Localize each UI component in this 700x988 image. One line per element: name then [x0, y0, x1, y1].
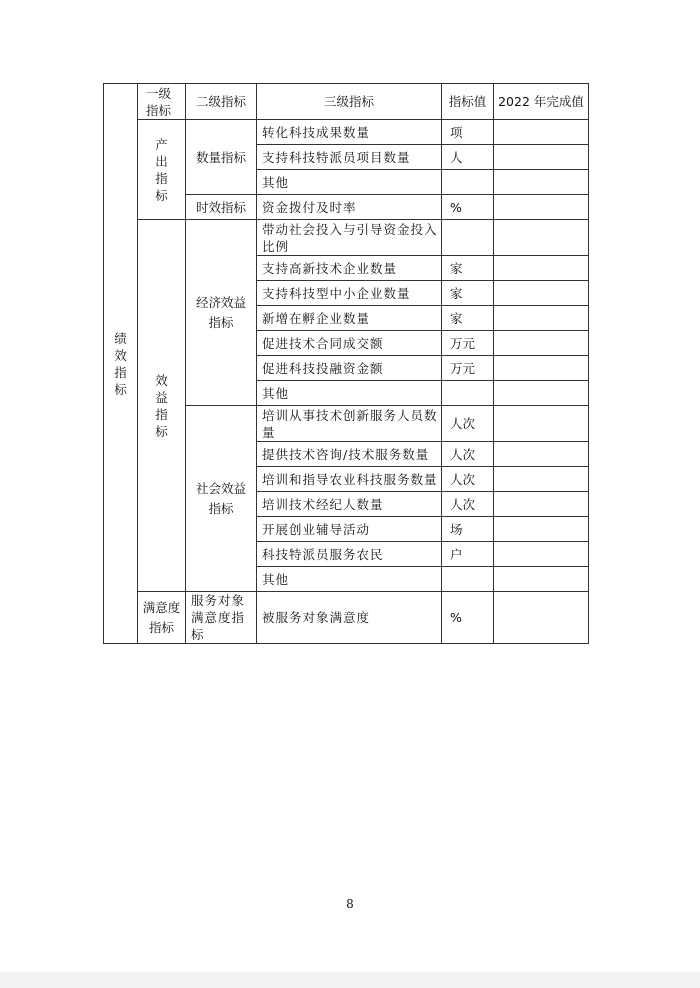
indicator-unit: 项 [442, 120, 494, 145]
completed-cell [494, 306, 589, 331]
header-level2: 二级指标 [186, 84, 257, 120]
indicator-name: 促进技术合同成交额 [257, 331, 442, 356]
service-satisfaction-label: 服务对象 满意度指 标 [186, 592, 257, 644]
indicator-name: 其他 [257, 170, 442, 195]
completed-cell [494, 517, 589, 542]
completed-cell [494, 467, 589, 492]
indicator-name: 培训和指导农业科技服务数量 [257, 467, 442, 492]
header-level1: 一级 指标 [138, 84, 186, 120]
header-completed: 2022 年完成值 [494, 84, 589, 120]
indicator-unit [442, 381, 494, 406]
indicator-name: 带动社会投入与引导资金投入比例 [257, 220, 442, 256]
indicator-name: 提供技术咨询/技术服务数量 [257, 442, 442, 467]
completed-cell [494, 331, 589, 356]
indicator-unit: 户 [442, 542, 494, 567]
indicator-unit: 人次 [442, 442, 494, 467]
table-row [104, 220, 589, 256]
economic-benefit-label: 经济效益 指标 [186, 220, 257, 406]
indicator-unit: 家 [442, 281, 494, 306]
social-benefit-label: 社会效益 指标 [186, 406, 257, 592]
performance-indicator-table [103, 83, 589, 644]
indicator-unit: 人次 [442, 492, 494, 517]
indicator-unit: 万元 [442, 331, 494, 356]
header-level3: 三级指标 [257, 84, 442, 120]
indicator-name: 培训技术经纪人数量 [257, 492, 442, 517]
indicator-unit: 人次 [442, 467, 494, 492]
indicator-name: 资金拨付及时率 [257, 195, 442, 220]
quantity-indicator-label: 数量指标 [186, 120, 257, 195]
table-row [104, 592, 589, 644]
completed-cell [494, 592, 589, 644]
completed-cell [494, 492, 589, 517]
indicator-name: 被服务对象满意度 [257, 592, 442, 644]
completed-cell [494, 356, 589, 381]
page-bottom-shade [0, 972, 700, 988]
indicator-unit [442, 170, 494, 195]
header-row [104, 84, 589, 120]
indicator-name: 支持高新技术企业数量 [257, 256, 442, 281]
completed-cell [494, 145, 589, 170]
indicator-name: 促进科技投融资金额 [257, 356, 442, 381]
indicator-unit: 家 [442, 256, 494, 281]
indicator-unit: 万元 [442, 356, 494, 381]
page-number: 8 [346, 897, 354, 911]
indicator-unit: 人 [442, 145, 494, 170]
indicator-unit: % [442, 592, 494, 644]
output-indicator-label: 产 出 指 标 [138, 120, 186, 220]
indicator-unit [442, 567, 494, 592]
completed-cell [494, 381, 589, 406]
completed-cell [494, 120, 589, 145]
table-row [104, 120, 589, 145]
completed-cell [494, 195, 589, 220]
indicator-name: 支持科技型中小企业数量 [257, 281, 442, 306]
indicator-unit [442, 220, 494, 256]
completed-cell [494, 256, 589, 281]
indicator-name: 科技特派员服务农民 [257, 542, 442, 567]
header-value: 指标值 [442, 84, 494, 120]
indicator-name: 开展创业辅导活动 [257, 517, 442, 542]
completed-cell [494, 406, 589, 442]
indicator-name: 转化科技成果数量 [257, 120, 442, 145]
indicator-unit: 家 [442, 306, 494, 331]
completed-cell [494, 567, 589, 592]
indicator-name: 其他 [257, 567, 442, 592]
completed-cell [494, 220, 589, 256]
indicator-unit: % [442, 195, 494, 220]
completed-cell [494, 442, 589, 467]
indicator-name: 其他 [257, 381, 442, 406]
perf-indicator-label: 绩 效 指 标 [104, 84, 138, 644]
completed-cell [494, 281, 589, 306]
indicator-name: 新增在孵企业数量 [257, 306, 442, 331]
satisfaction-indicator-label: 满意度 指标 [138, 592, 186, 644]
completed-cell [494, 170, 589, 195]
indicator-unit: 场 [442, 517, 494, 542]
completed-cell [494, 542, 589, 567]
timeliness-indicator-label: 时效指标 [186, 195, 257, 220]
benefit-indicator-label: 效 益 指 标 [138, 220, 186, 592]
indicator-unit: 人次 [442, 406, 494, 442]
indicator-name: 支持科技特派员项目数量 [257, 145, 442, 170]
indicator-name: 培训从事技术创新服务人员数量 [257, 406, 442, 442]
